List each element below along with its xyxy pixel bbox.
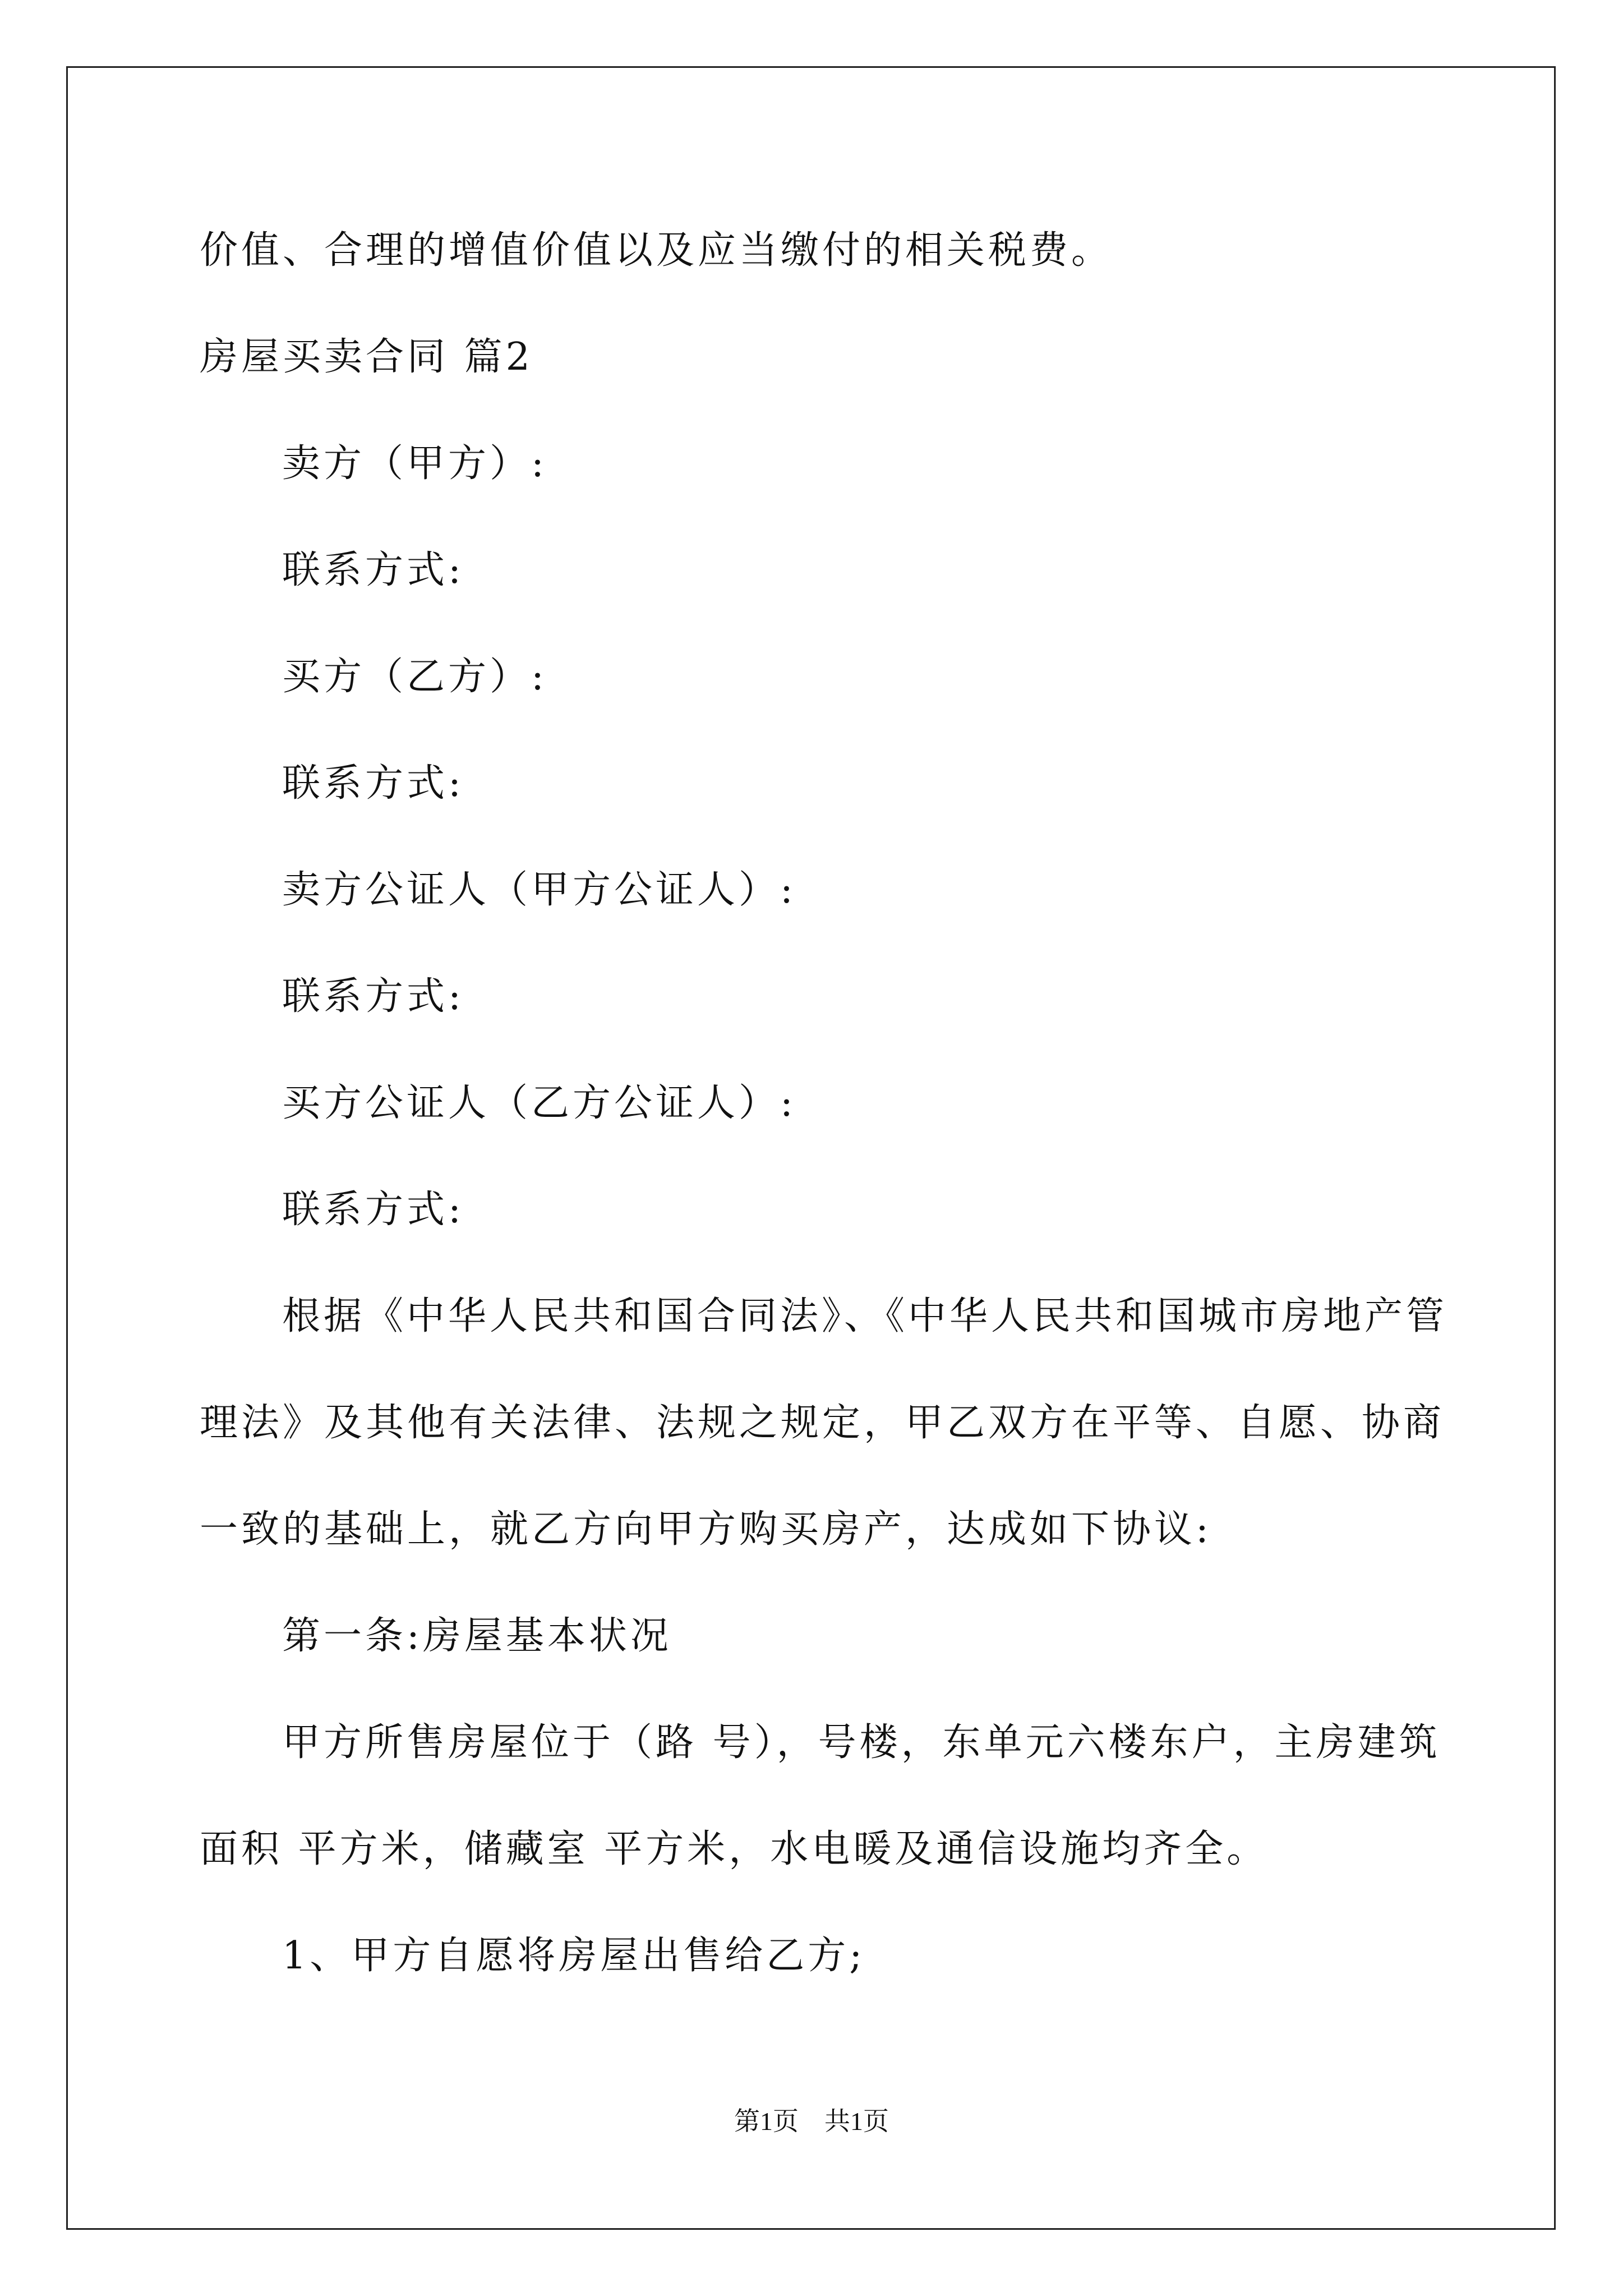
page-border <box>66 66 1556 2230</box>
section-heading: 房屋买卖合同 篇2 <box>200 335 533 379</box>
seller-contact-label: 联系方式: <box>282 548 464 592</box>
paragraph-line: 根据《中华人民共和国合同法》、《中华人民共和国城市房地产管 <box>282 1294 1448 1338</box>
paragraph-line: 一致的基础上，就乙方向甲方购买房产，达成如下协议: <box>200 1507 1212 1552</box>
seller-label: 卖方（甲方）: <box>282 441 547 486</box>
seller-notary-contact-label: 联系方式: <box>282 974 464 1019</box>
article-heading: 第一条:房屋基本状况 <box>282 1614 672 1658</box>
list-item: 1、甲方自愿将房屋出售给乙方; <box>282 1934 866 1978</box>
buyer-notary-contact-label: 联系方式: <box>282 1188 464 1232</box>
paragraph-line: 价值、合理的增值价值以及应当缴付的相关税费。 <box>200 228 1113 273</box>
buyer-contact-label: 联系方式: <box>282 761 464 806</box>
paragraph-line: 面积 平方米，储藏室 平方米，水电暖及通信设施均齐全。 <box>200 1827 1269 1871</box>
buyer-label: 买方（乙方）: <box>282 655 547 699</box>
seller-notary-label: 卖方公证人（甲方公证人）: <box>282 868 796 912</box>
buyer-notary-label: 买方公证人（乙方公证人）: <box>282 1081 796 1125</box>
paragraph-line: 甲方所售房屋位于（路 号），号楼，东单元六楼东户，主房建筑 <box>282 1720 1441 1765</box>
paragraph-line: 理法》及其他有关法律、法规之规定，甲乙双方在平等、自愿、协商 <box>200 1401 1445 1445</box>
page-number-footer: 第1页 共1页 <box>734 2107 889 2136</box>
